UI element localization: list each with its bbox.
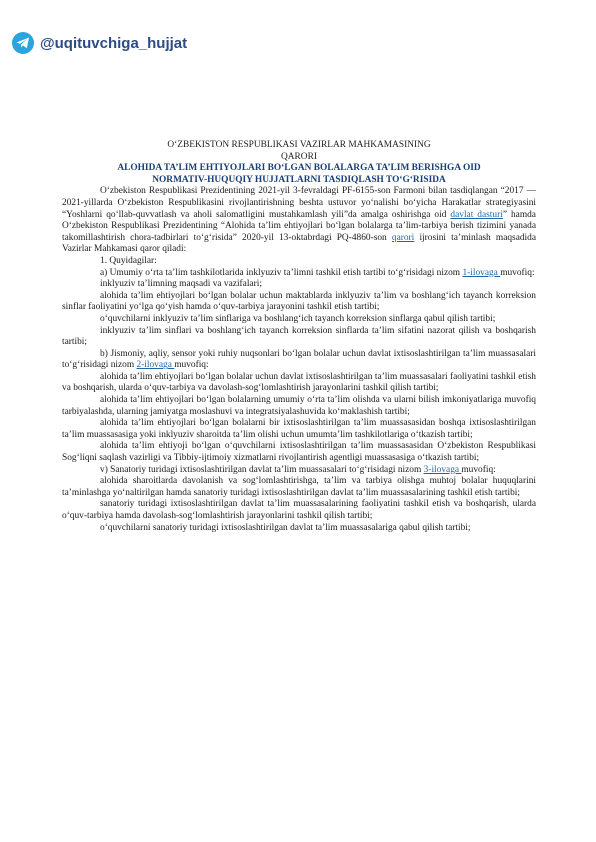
brand-header xyxy=(12,32,187,54)
list-item: inklyuziv ta’limning maqsadi va vazifalari; xyxy=(100,279,262,290)
doc-title-line2: NORMATIV-HUQUQIY HUJJATLARNI TASDIQLASH TO‘G‘RISIDA xyxy=(152,174,446,185)
list-item: alohida ta’lim ehtiyojlari bo‘lgan bolalar uchun davlat ixtisoslashtirilgan ta’lim muassasalari faoliyatini tashkil etish va boshqarish, ularda o‘quv-tarbiya va davolash-sog‘lomlashtirish jarayonlarini tashkil qilish tartibi; xyxy=(62,371,536,394)
paragraph-a: a) Umumiy o‘rta ta’lim tashkilotlarida inklyuziv ta’limni tashkil etish tartibi to‘g‘risidagi nizom 1-ilovaga muvofiq: xyxy=(100,267,535,278)
link-qarori[interactable]: qarori xyxy=(391,232,415,243)
link-davlat-dasturi[interactable]: davlat dasturi xyxy=(450,209,503,220)
link-ilova-1[interactable]: 1-ilovaga xyxy=(462,267,501,278)
list-item: alohida ta’lim ehtiyoji bo‘lgan o‘quvchilarni ixtisoslashtirilgan ta’lim muassasasidan O‘zbekiston Respublikasi Sog‘liqni saqlash vazirligi va Tibbiy-ijtimoiy xizmatlarni rivojlantirish agentligi muassasasiga o‘tkazish tartibi; xyxy=(62,441,536,464)
org-title: O‘ZBEKISTON RESPUBLIKASI VAZIRLAR MAHKAMASINING xyxy=(167,140,431,150)
list-item: alohida ta’lim ehtiyojlari bo‘lgan bolalar uchun maktablarda inklyuziv ta’lim va boshlang‘ich tayanch korreksion sinflar faoliyatini yo‘lga qo‘yish hamda o‘quv-tarbiya jarayonini tashkil etish tartibi; xyxy=(62,290,536,313)
paragraph-v: v) Sanatoriy turidagi ixtisoslashtirilgan davlat ta’lim muassasalari to‘g‘risidagi nizom 3-ilovaga muvofiq: xyxy=(100,464,496,475)
list-item: sanatoriy turidagi ixtisoslashtirilgan davlat ta’lim muassasalarining faoliyatini tashkil etish va boshqarish, ularda o‘quv-tarbiya hamda davolash-sog‘lomlashtirish jarayonlarini tashkil qilish tartibi; xyxy=(62,499,536,521)
link-ilova-2[interactable]: 2-ilovaga xyxy=(136,360,175,371)
paragraph-b: b) Jismoniy, aqliy, sensor yoki ruhiy nuqsonlari bo‘lgan bolalar uchun davlat ixtisoslashtirilgan ta’lim muassasalari to‘g‘risidagi nizom 2-ilovaga muvofiq: xyxy=(62,348,536,371)
list-item: inklyuziv ta’lim sinflari va boshlang‘ich tayanch korreksion sinflarda ta’lim sifatini nazorat qilish va boshqarish tartibi; xyxy=(62,325,536,348)
intro-paragraph: O‘zbekiston Respublikasi Prezidentining 2021-yil 3-fevraldagi PF-6155-son Farmoni bilan tasdiqlangan “2017 — 2021-yillarda O‘zbekiston Respublikasini rivojlantirishning beshta ustuvor yo‘nalishi bo‘yicha Harakatlar strategiyasini “Yoshlarni qo‘llab-quvvatlash va aholi salomatligini mustahkamlash yili”da amalga oshirishga oid davlat dasturi” hamda O‘zbekiston Respublikasi Prezidentining “Alohida ta’lim ehtiyojlari bo‘lgan bolalarga ta’lim-tarbiya berish tizimini yanada takomillashtirish chora-tadbirlari to‘g‘risida” 2020-yil 13-oktabrdagi PQ-4860-son qarori ijrosini ta’minlash maqsadida Vazirlar Mahkamasi qaror qiladi: xyxy=(62,186,537,255)
list-item: alohida ta’lim ehtiyojlari bo‘lgan bolalarning umumiy o‘rta ta’lim olishda va ularni bilish imkoniyatlariga muvofiq tarbiyalashda, ularning jamiyatga moslashuvi va integratsiyalashuvida ko‘maklashish tartibi; xyxy=(62,395,536,417)
doc-title-line1: ALOHIDA TA’LIM EHTIYOJLARI BO‘LGAN BOLALARGA TA’LIM BERISHGA OID xyxy=(117,163,481,174)
document-body xyxy=(62,140,536,534)
list-item: o‘quvchilarni sanatoriy turidagi ixtisoslashtirilgan davlat ta’lim muassasalariga qabul qilish tartibi; xyxy=(100,522,471,533)
list-item: alohida ta’lim ehtiyojlari bo‘lgan bolalarni bir ixtisoslashtirilgan ta’lim muassasasidan boshqa ixtisoslashtirilgan ta’lim muassasasiga yoki inklyuziv sharoitda ta’lim olishi uchun umumta’lim tashkilotlariga o‘tkazish tartibi; xyxy=(62,418,536,440)
paragraph-1: 1. Quyidagilar: xyxy=(100,255,157,266)
list-item: alohida sharoitlarda davolanish va sog‘lomlashtirishga, ta’lim va tarbiya olishga muhtoj bolalar huquqlarini ta’minlashga yo‘naltirilgan hamda sanatoriy turidagi ixtisoslashtirilgan davlat ta’lim muassasalarining tashkil etish tartibi; xyxy=(62,476,536,498)
doc-type: QARORI xyxy=(281,151,317,162)
telegram-icon xyxy=(12,32,34,54)
link-ilova-3[interactable]: 3-ilovaga xyxy=(423,464,462,475)
channel-handle[interactable]: @uqituvchiga_hujjat xyxy=(40,34,188,52)
list-item: o‘quvchilarni inklyuziv ta’lim sinflariga va boshlang‘ich tayanch korreksion sinflarga qabul qilish tartibi; xyxy=(100,313,496,324)
